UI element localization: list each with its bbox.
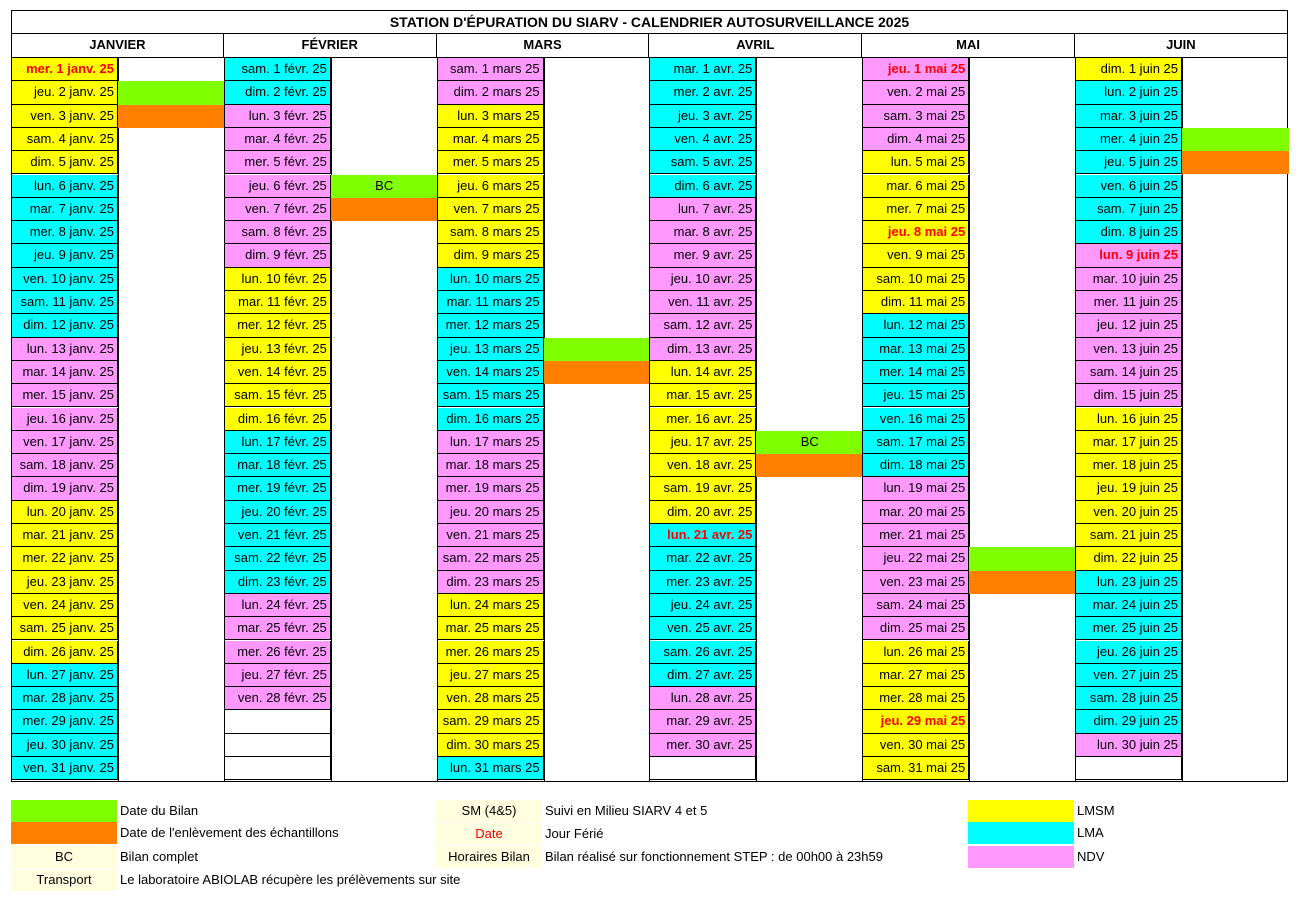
day-cell: sam. 7 juin 25 <box>1076 198 1182 221</box>
day-cell: mar. 1 avr. 25 <box>650 58 756 81</box>
day-cell: sam. 26 avr. 25 <box>650 641 756 664</box>
day-cell: jeu. 12 juin 25 <box>1076 314 1182 337</box>
day-cell: ven. 7 mars 25 <box>438 198 544 221</box>
day-cell: sam. 31 mai 25 <box>863 757 969 780</box>
day-cell: lun. 10 mars 25 <box>438 268 544 291</box>
day-cell: mar. 18 févr. 25 <box>225 454 331 477</box>
day-cell: lun. 28 avr. 25 <box>650 687 756 710</box>
day-cell: sam. 14 juin 25 <box>1076 361 1182 384</box>
day-cell: lun. 21 avr. 25 <box>650 524 756 547</box>
legend-swatch-lmsm <box>968 800 1074 822</box>
day-cell: mer. 18 juin 25 <box>1076 454 1182 477</box>
calendar-grid <box>11 58 1288 782</box>
day-cell: sam. 3 mai 25 <box>863 105 969 128</box>
month-header-row <box>11 34 1288 58</box>
day-cell: sam. 12 avr. 25 <box>650 314 756 337</box>
day-cell: mar. 11 mars 25 <box>438 291 544 314</box>
day-cell: ven. 31 janv. 25 <box>12 757 118 780</box>
day-cell: mar. 7 janv. 25 <box>12 198 118 221</box>
day-cell: dim. 4 mai 25 <box>863 128 969 151</box>
sample-pickup-marker <box>118 105 225 128</box>
day-cell: mer. 4 juin 25 <box>1076 128 1182 151</box>
day-cell: ven. 28 févr. 25 <box>225 687 331 710</box>
day-cell: ven. 21 mars 25 <box>438 524 544 547</box>
day-cell: lun. 17 févr. 25 <box>225 431 331 454</box>
day-cell: lun. 7 avr. 25 <box>650 198 756 221</box>
day-cell: jeu. 22 mai 25 <box>863 547 969 570</box>
legend-bc-desc: Bilan complet <box>120 849 199 864</box>
day-cell: mer. 19 mars 25 <box>438 477 544 500</box>
day-cell: mar. 17 juin 25 <box>1076 431 1182 454</box>
empty-cell <box>225 757 331 780</box>
day-cell: mar. 25 févr. 25 <box>225 617 331 640</box>
day-cell: jeu. 27 mars 25 <box>438 664 544 687</box>
bilan-date-marker: BC <box>756 431 863 454</box>
day-cell: ven. 10 janv. 25 <box>12 268 118 291</box>
day-cell: sam. 1 mars 25 <box>438 58 544 81</box>
day-cell: dim. 1 juin 25 <box>1076 58 1182 81</box>
day-cell: dim. 2 mars 25 <box>438 81 544 104</box>
day-cell: jeu. 27 févr. 25 <box>225 664 331 687</box>
day-cell: sam. 25 janv. 25 <box>12 617 118 640</box>
day-cell: mar. 27 mai 25 <box>863 664 969 687</box>
day-cell: mar. 24 juin 25 <box>1076 594 1182 617</box>
day-cell: dim. 16 mars 25 <box>438 408 544 431</box>
day-cell: ven. 17 janv. 25 <box>12 431 118 454</box>
month-header-5: JUIN <box>1075 34 1288 58</box>
day-cell: sam. 10 mai 25 <box>863 268 969 291</box>
day-cell: mar. 28 janv. 25 <box>12 687 118 710</box>
day-cell: jeu. 13 mars 25 <box>438 338 544 361</box>
day-cell: jeu. 6 févr. 25 <box>225 175 331 198</box>
legend-swatch-ndv <box>968 846 1074 868</box>
day-cell: mer. 5 févr. 25 <box>225 151 331 174</box>
day-cell: mer. 26 févr. 25 <box>225 641 331 664</box>
day-cell: mar. 21 janv. 25 <box>12 524 118 547</box>
day-cell: mar. 8 avr. 25 <box>650 221 756 244</box>
day-cell: mar. 25 mars 25 <box>438 617 544 640</box>
day-cell: mar. 22 avr. 25 <box>650 547 756 570</box>
day-cell: sam. 24 mai 25 <box>863 594 969 617</box>
day-cell: sam. 11 janv. 25 <box>12 291 118 314</box>
day-cell: jeu. 9 janv. 25 <box>12 244 118 267</box>
day-cell: ven. 27 juin 25 <box>1076 664 1182 687</box>
day-cell: dim. 27 avr. 25 <box>650 664 756 687</box>
day-cell: ven. 6 juin 25 <box>1076 175 1182 198</box>
legend-transport-desc: Le laboratoire ABIOLAB récupère les prélèvements sur site <box>120 872 461 887</box>
legend-ndv: NDV <box>1077 849 1105 864</box>
legend-swatch-lma <box>968 822 1074 844</box>
day-cell: lun. 17 mars 25 <box>438 431 544 454</box>
day-cell: dim. 6 avr. 25 <box>650 175 756 198</box>
day-cell: mer. 25 juin 25 <box>1076 617 1182 640</box>
day-cell: jeu. 5 juin 25 <box>1076 151 1182 174</box>
day-cell: mar. 13 mai 25 <box>863 338 969 361</box>
day-cell: sam. 8 mars 25 <box>438 221 544 244</box>
day-cell: mer. 16 avr. 25 <box>650 408 756 431</box>
day-cell: ven. 16 mai 25 <box>863 408 969 431</box>
day-cell: lun. 9 juin 25 <box>1076 244 1182 267</box>
day-cell: ven. 18 avr. 25 <box>650 454 756 477</box>
day-cell: dim. 26 janv. 25 <box>12 641 118 664</box>
month-header-4: MAI <box>862 34 1075 58</box>
day-cell: sam. 21 juin 25 <box>1076 524 1182 547</box>
day-cell: lun. 3 mars 25 <box>438 105 544 128</box>
day-cell: mer. 14 mai 25 <box>863 361 969 384</box>
day-cell: dim. 23 févr. 25 <box>225 571 331 594</box>
day-cell: lun. 27 janv. 25 <box>12 664 118 687</box>
day-cell: mer. 26 mars 25 <box>438 641 544 664</box>
day-cell: dim. 25 mai 25 <box>863 617 969 640</box>
day-cell: sam. 19 avr. 25 <box>650 477 756 500</box>
day-cell: lun. 2 juin 25 <box>1076 81 1182 104</box>
month-header-0: JANVIER <box>11 34 224 58</box>
day-cell: mer. 21 mai 25 <box>863 524 969 547</box>
day-cell: dim. 20 avr. 25 <box>650 501 756 524</box>
day-cell: ven. 30 mai 25 <box>863 734 969 757</box>
legend-date-desc: Jour Férié <box>545 826 604 841</box>
day-cell: mer. 23 avr. 25 <box>650 571 756 594</box>
legend-date-bilan: Date du Bilan <box>120 803 199 818</box>
day-cell: lun. 30 juin 25 <box>1076 734 1182 757</box>
empty-cell <box>225 710 331 733</box>
day-cell: jeu. 15 mai 25 <box>863 384 969 407</box>
day-cell: ven. 9 mai 25 <box>863 244 969 267</box>
day-cell: sam. 17 mai 25 <box>863 431 969 454</box>
day-cell: mar. 15 avr. 25 <box>650 384 756 407</box>
day-cell: ven. 2 mai 25 <box>863 81 969 104</box>
calendar-sheet <box>11 10 1288 782</box>
day-cell: jeu. 6 mars 25 <box>438 175 544 198</box>
day-cell: jeu. 1 mai 25 <box>863 58 969 81</box>
day-cell: lun. 3 févr. 25 <box>225 105 331 128</box>
empty-cell <box>650 757 756 780</box>
legend-enlevement: Date de l'enlèvement des échantillons <box>120 825 339 840</box>
day-cell: sam. 18 janv. 25 <box>12 454 118 477</box>
month-column <box>862 58 1075 782</box>
day-cell: jeu. 20 mars 25 <box>438 501 544 524</box>
legend-sm-desc: Suivi en Milieu SIARV 4 et 5 <box>545 803 708 818</box>
day-cell: ven. 14 mars 25 <box>438 361 544 384</box>
legend-swatch-enlevement <box>11 822 117 844</box>
day-cell: mer. 1 janv. 25 <box>12 58 118 81</box>
day-cell: lun. 23 juin 25 <box>1076 571 1182 594</box>
month-column <box>11 58 224 782</box>
sample-pickup-marker <box>969 571 1076 594</box>
day-cell: dim. 12 janv. 25 <box>12 314 118 337</box>
column-divider <box>756 58 757 781</box>
day-cell: dim. 29 juin 25 <box>1076 710 1182 733</box>
column-divider <box>118 58 119 781</box>
day-cell: ven. 24 janv. 25 <box>12 594 118 617</box>
day-cell: mar. 20 mai 25 <box>863 501 969 524</box>
day-cell: dim. 16 févr. 25 <box>225 408 331 431</box>
day-cell: dim. 23 mars 25 <box>438 571 544 594</box>
day-cell: mer. 15 janv. 25 <box>12 384 118 407</box>
day-cell: mer. 12 mars 25 <box>438 314 544 337</box>
month-column <box>649 58 862 782</box>
day-cell: lun. 12 mai 25 <box>863 314 969 337</box>
day-cell: ven. 20 juin 25 <box>1076 501 1182 524</box>
day-cell: dim. 2 févr. 25 <box>225 81 331 104</box>
day-cell: jeu. 13 févr. 25 <box>225 338 331 361</box>
empty-cell <box>225 734 331 757</box>
bilan-date-marker <box>1182 128 1289 151</box>
day-cell: jeu. 16 janv. 25 <box>12 408 118 431</box>
day-cell: jeu. 20 févr. 25 <box>225 501 331 524</box>
legend-bc-key: BC <box>11 846 117 868</box>
day-cell: mar. 18 mars 25 <box>438 454 544 477</box>
column-divider <box>969 58 970 781</box>
sample-pickup-marker <box>331 198 438 221</box>
month-column <box>437 58 650 782</box>
day-cell: mer. 8 janv. 25 <box>12 221 118 244</box>
day-cell: lun. 26 mai 25 <box>863 641 969 664</box>
day-cell: jeu. 17 avr. 25 <box>650 431 756 454</box>
day-cell: sam. 28 juin 25 <box>1076 687 1182 710</box>
day-cell: jeu. 10 avr. 25 <box>650 268 756 291</box>
day-cell: mer. 7 mai 25 <box>863 198 969 221</box>
legend-sm-key: SM (4&5) <box>436 800 542 822</box>
day-cell: mar. 14 janv. 25 <box>12 361 118 384</box>
day-cell: mar. 6 mai 25 <box>863 175 969 198</box>
day-cell: ven. 4 avr. 25 <box>650 128 756 151</box>
day-cell: lun. 19 mai 25 <box>863 477 969 500</box>
day-cell: sam. 15 mars 25 <box>438 384 544 407</box>
day-cell: jeu. 23 janv. 25 <box>12 571 118 594</box>
day-cell: mer. 5 mars 25 <box>438 151 544 174</box>
day-cell: dim. 22 juin 25 <box>1076 547 1182 570</box>
day-cell: lun. 20 janv. 25 <box>12 501 118 524</box>
day-cell: sam. 29 mars 25 <box>438 710 544 733</box>
day-cell: ven. 23 mai 25 <box>863 571 969 594</box>
day-cell: jeu. 30 janv. 25 <box>12 734 118 757</box>
day-cell: dim. 8 juin 25 <box>1076 221 1182 244</box>
legend-transport-key: Transport <box>11 869 117 891</box>
day-cell: mer. 12 févr. 25 <box>225 314 331 337</box>
day-cell: lun. 24 févr. 25 <box>225 594 331 617</box>
day-cell: jeu. 29 mai 25 <box>863 710 969 733</box>
day-cell: mar. 29 avr. 25 <box>650 710 756 733</box>
day-cell: jeu. 2 janv. 25 <box>12 81 118 104</box>
day-cell: dim. 30 mars 25 <box>438 734 544 757</box>
day-cell: mer. 11 juin 25 <box>1076 291 1182 314</box>
day-cell: mar. 4 mars 25 <box>438 128 544 151</box>
day-cell: ven. 13 juin 25 <box>1076 338 1182 361</box>
month-header-1: FÉVRIER <box>224 34 437 58</box>
bilan-date-marker <box>118 81 225 104</box>
day-cell: mar. 4 févr. 25 <box>225 128 331 151</box>
day-cell: dim. 9 févr. 25 <box>225 244 331 267</box>
bilan-date-marker <box>969 547 1076 570</box>
column-divider <box>331 58 332 781</box>
day-cell: mer. 28 mai 25 <box>863 687 969 710</box>
day-cell: lun. 24 mars 25 <box>438 594 544 617</box>
sample-pickup-marker <box>756 454 863 477</box>
day-cell: jeu. 24 avr. 25 <box>650 594 756 617</box>
day-cell: mer. 19 févr. 25 <box>225 477 331 500</box>
day-cell: sam. 1 févr. 25 <box>225 58 331 81</box>
day-cell: mer. 30 avr. 25 <box>650 734 756 757</box>
legend-horaires-desc: Bilan réalisé sur fonctionnement STEP : de 00h00 à 23h59 <box>545 849 883 864</box>
column-divider <box>544 58 545 781</box>
day-cell: mar. 10 juin 25 <box>1076 268 1182 291</box>
legend-date-key: Date <box>436 823 542 845</box>
day-cell: ven. 21 févr. 25 <box>225 524 331 547</box>
bilan-date-marker <box>544 338 651 361</box>
day-cell: mer. 29 janv. 25 <box>12 710 118 733</box>
day-cell: mar. 11 févr. 25 <box>225 291 331 314</box>
day-cell: mer. 2 avr. 25 <box>650 81 756 104</box>
month-header-2: MARS <box>437 34 650 58</box>
day-cell: sam. 8 févr. 25 <box>225 221 331 244</box>
legend <box>11 797 1288 897</box>
day-cell: jeu. 26 juin 25 <box>1076 641 1182 664</box>
day-cell: mar. 3 juin 25 <box>1076 105 1182 128</box>
day-cell: lun. 14 avr. 25 <box>650 361 756 384</box>
day-cell: dim. 19 janv. 25 <box>12 477 118 500</box>
legend-lma: LMA <box>1077 825 1104 840</box>
sample-pickup-marker <box>1182 151 1289 174</box>
day-cell: dim. 13 avr. 25 <box>650 338 756 361</box>
day-cell: dim. 5 janv. 25 <box>12 151 118 174</box>
day-cell: lun. 5 mai 25 <box>863 151 969 174</box>
sheet-title: STATION D'ÉPURATION DU SIARV - CALENDRIER AUTOSURVEILLANCE 2025 <box>11 10 1288 34</box>
day-cell: sam. 22 févr. 25 <box>225 547 331 570</box>
month-header-3: AVRIL <box>649 34 862 58</box>
day-cell: lun. 6 janv. 25 <box>12 175 118 198</box>
day-cell: sam. 5 avr. 25 <box>650 151 756 174</box>
day-cell: lun. 10 févr. 25 <box>225 268 331 291</box>
bilan-date-marker: BC <box>331 175 438 198</box>
day-cell: jeu. 8 mai 25 <box>863 221 969 244</box>
day-cell: mer. 9 avr. 25 <box>650 244 756 267</box>
day-cell: sam. 22 mars 25 <box>438 547 544 570</box>
legend-lmsm: LMSM <box>1077 803 1115 818</box>
legend-horaires-key: Horaires Bilan <box>436 846 542 868</box>
day-cell: ven. 25 avr. 25 <box>650 617 756 640</box>
day-cell: mer. 22 janv. 25 <box>12 547 118 570</box>
sample-pickup-marker <box>544 361 651 384</box>
day-cell: ven. 3 janv. 25 <box>12 105 118 128</box>
day-cell: dim. 18 mai 25 <box>863 454 969 477</box>
legend-swatch-bilan <box>11 800 117 822</box>
day-cell: jeu. 19 juin 25 <box>1076 477 1182 500</box>
day-cell: dim. 11 mai 25 <box>863 291 969 314</box>
day-cell: dim. 9 mars 25 <box>438 244 544 267</box>
day-cell: lun. 31 mars 25 <box>438 757 544 780</box>
month-column <box>224 58 437 782</box>
day-cell: sam. 15 févr. 25 <box>225 384 331 407</box>
empty-cell <box>1076 757 1182 780</box>
month-column <box>1075 58 1288 782</box>
day-cell: lun. 13 janv. 25 <box>12 338 118 361</box>
day-cell: ven. 14 févr. 25 <box>225 361 331 384</box>
day-cell: sam. 4 janv. 25 <box>12 128 118 151</box>
day-cell: ven. 11 avr. 25 <box>650 291 756 314</box>
day-cell: jeu. 3 avr. 25 <box>650 105 756 128</box>
day-cell: ven. 7 févr. 25 <box>225 198 331 221</box>
day-cell: dim. 15 juin 25 <box>1076 384 1182 407</box>
day-cell: ven. 28 mars 25 <box>438 687 544 710</box>
day-cell: lun. 16 juin 25 <box>1076 408 1182 431</box>
